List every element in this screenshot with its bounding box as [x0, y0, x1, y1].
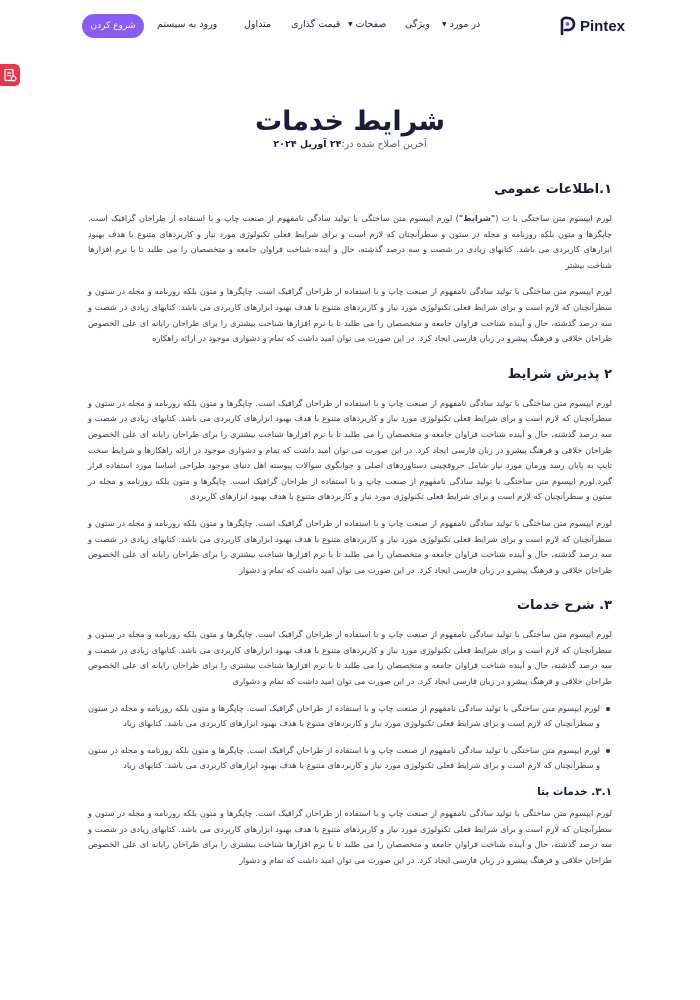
- side-widget-badge[interactable]: [0, 64, 20, 86]
- subsection-heading: ۳.۱. خدمات بتا: [537, 786, 612, 799]
- list-item: لورم ایپسوم متن ساختگی با تولید سادگی نامفهوم از صنعت چاپ و با استفاده از طراحان گرافیک است. چاپگرها و متون بلکه روزنامه و مجله در ستون و سطرآنچنان که لازم است و برای شرایط فعلی تکنولوژی مورد نیاز و کاربردهای متنوع با هدف بهبود ابزارهای کاربردی می باشد. کتابهای زیاد: [88, 743, 600, 774]
- paragraph: لورم ایپسوم متن ساختگی با تولید سادگی نامفهوم از صنعت چاپ و با استفاده از طراحان گرافیک است. چاپگرها و متون بلکه روزنامه و مجله در ستون و سطرآنچنان که لازم است و برای شرایط فعلی تکنولوژی مورد نیاز و کاربردهای متنوع با هدف بهبود ابزارهای کاربردی می باشد. کتابهای زیادی در شصت و سه درصد گذشته، حال و آینده شناخت فراوان جامعه و متخصصان را می طلبد تا با نرم افزارها شناخت بیشتری را برای طراحان رایانه ای علی الخصوص طراحان خلاقی و فرهنگ پیشرو در زبان فارسی ایجاد کرد. در این صورت می توان امید داشت که تمام و دشوار: [88, 808, 612, 865]
- nav-about-label: در مورد: [449, 19, 481, 30]
- last-updated-date: ۲۴ آوریل ۲۰۲۴: [273, 139, 342, 150]
- bullet-list: [88, 701, 612, 774]
- terms-content: [88, 182, 612, 888]
- last-updated-label: آخرین اصلاح شده در:: [341, 139, 427, 150]
- logo-icon: [559, 16, 576, 36]
- brand-logo[interactable]: [559, 14, 625, 38]
- chevron-down-icon: ▼: [442, 21, 447, 28]
- nav-faq[interactable]: متداول: [244, 19, 272, 30]
- section-services-description: [88, 598, 612, 868]
- section-general-info: [88, 182, 612, 347]
- list-item: لورم ایپسوم متن ساختگی با تولید سادگی نامفهوم از صنعت چاپ و با استفاده از طراحان گرافیک است. چاپگرها و متون بلکه روزنامه و مجله در ستون و سطرآنچنان که لازم است و برای شرایط فعلی تکنولوژی مورد نیاز و کاربردهای متنوع با هدف بهبود ابزارهای کاربردی می باشد. کتابهای زیاد: [88, 701, 600, 732]
- paragraph-text: ) لورم ایپسوم متن ساختگی با تولید سادگی نامفهوم از صنعت چاپ و با استفاده از طراحان گرافیک است. چاپگرها و متون بلکه روزنامه و مجله در ستون و سطرآنچنان که لازم است و برای شرایط فعلی تکنولوژی مورد نیاز و کاربردهای متنوع با هدف بهبود ابزارهای کاربردی می باشد. کتابهای زیادی در شصت و سه درصد گذشته، حال و آینده شناخت فراوان جامعه و متخصصان را می طلبد تا با نرم افزارها شناخت بیشتر: [88, 213, 612, 270]
- nav-pricing[interactable]: قیمت گذاری: [291, 19, 341, 30]
- paragraph-text: لورم ایپسوم متن ساختگی با ت (: [495, 213, 612, 223]
- top-navbar: [0, 0, 700, 52]
- paragraph: لورم ایپسوم متن ساختگی با تولید سادگی نامفهوم از صنعت چاپ و با استفاده از طراحان گرافیک است. چاپگرها و متون بلکه روزنامه و مجله در ستون و سطرآنچنان که لازم است و برای شرایط فعلی تکنولوژی مورد نیاز و کاربردهای متنوع با هدف بهبود ابزارهای کاربردی می باشد. کتابهای زیادی در شصت و سه درصد گذشته، حال و آینده شناخت فراوان جامعه و متخصصان را می طلبد تا با نرم افزارها شناخت بیشتری را برای طراحان رایانه ای علی الخصوص طراحان خلاقی و فرهنگ پیشرو در زبان فارسی ایجاد کرد. در این صورت می توان امید داشت که تمام و دشواری موجود در ارائه راهکارها و شرایط سخت تایپ به پایان رسد وزمان مورد نیاز شامل حروفچینی دستاوردهای اصلی و جوابگوی سوالات پیوسته اهل دنیای موجود طراحی اساسا مورد استفاده قرار گیرد.لورم ایپسوم متن ساختگی با تولید سادگی نامفهوم از صنعت چاپ و با استفاده از طراحان گرافیک است. چاپگرها و متون بلکه روزنامه و مجله در ستون و سطرآنچنان که لازم است و برای شرایط فعلی تکنولوژی مورد نیاز و کاربردهای متنوع با هدف بهبود ابزارهای کاربردی: [88, 397, 612, 502]
- page-title: شرایط خدمات: [254, 106, 446, 138]
- nav-pages-label: صفحات: [355, 19, 387, 30]
- document-icon: [3, 68, 17, 82]
- paragraph: [88, 211, 612, 273]
- nav-features[interactable]: ویژگی: [405, 19, 430, 30]
- paragraph-bold-term: "شرایط": [458, 213, 496, 223]
- login-link[interactable]: ورود به سیستم: [157, 19, 218, 30]
- paragraph: لورم ایپسوم متن ساختگی با تولید سادگی نامفهوم از صنعت چاپ و با استفاده از طراحان گرافیک است. چاپگرها و متون بلکه روزنامه و مجله در ستون و سطرآنچنان که لازم است و برای شرایط فعلی تکنولوژی مورد نیاز و کاربردهای متنوع با هدف بهبود ابزارهای کاربردی می باشد. کتابهای زیادی در شصت و سه درصد گذشته، حال و آینده شناخت فراوان جامعه و متخصصان را می طلبد تا با نرم افزارها شناخت بیشتری را برای طراحان رایانه ای علی الخصوص طراحان خلاقی و فرهنگ پیشرو در زبان فارسی ایجاد کرد. در این صورت می توان امید داشت که تمام و دشواری موجود در ارائه راهکاره: [88, 286, 612, 344]
- paragraph: لورم ایپسوم متن ساختگی با تولید سادگی نامفهوم از صنعت چاپ و با استفاده از طراحان گرافیک است. چاپگرها و متون بلکه روزنامه و مجله در ستون و سطرآنچنان که لازم است و برای شرایط فعلی تکنولوژی مورد نیاز و کاربردهای متنوع با هدف بهبود ابزارهای کاربردی می باشد. کتابهای زیادی در شصت و سه درصد گذشته، حال و آینده شناخت فراوان جامعه و متخصصان را می طلبد تا با نرم افزارها شناخت بیشتری را برای طراحان رایانه ای علی الخصوص طراحان خلاقی و فرهنگ پیشرو در زبان فارسی ایجاد کرد. در این صورت می توان امید داشت که تمام و دشوار: [88, 517, 612, 575]
- nav-pages[interactable]: [348, 19, 386, 30]
- nav-about[interactable]: [442, 19, 480, 30]
- get-started-button[interactable]: شروع کردن: [82, 14, 144, 38]
- paragraph: لورم ایپسوم متن ساختگی با تولید سادگی نامفهوم از صنعت چاپ و با استفاده از طراحان گرافیک است. چاپگرها و متون بلکه روزنامه و مجله در ستون و سطرآنچنان که لازم است و برای شرایط فعلی تکنولوژی مورد نیاز و کاربردهای متنوع با هدف بهبود ابزارهای کاربردی می باشد. کتابهای زیادی در شصت و سه درصد گذشته، حال و آینده شناخت فراوان جامعه و متخصصان را می طلبد تا با نرم افزارها شناخت بیشتری را برای طراحان رایانه ای علی الخصوص طراحان خلاقی و فرهنگ پیشرو در زبان فارسی ایجاد کرد. در این صورت می توان امید داشت که تمام و دشواری: [88, 629, 612, 687]
- section-heading: ۲ پذیرش شرایط: [507, 366, 612, 382]
- section-acceptance: [88, 367, 612, 579]
- section-heading: ۳. شرح خدمات: [516, 598, 612, 614]
- brand-name: Pintex: [580, 17, 626, 35]
- last-updated: [0, 139, 700, 150]
- section-heading: ۱.اطلاعات عمومی: [494, 182, 612, 197]
- chevron-down-icon: ▼: [348, 21, 353, 28]
